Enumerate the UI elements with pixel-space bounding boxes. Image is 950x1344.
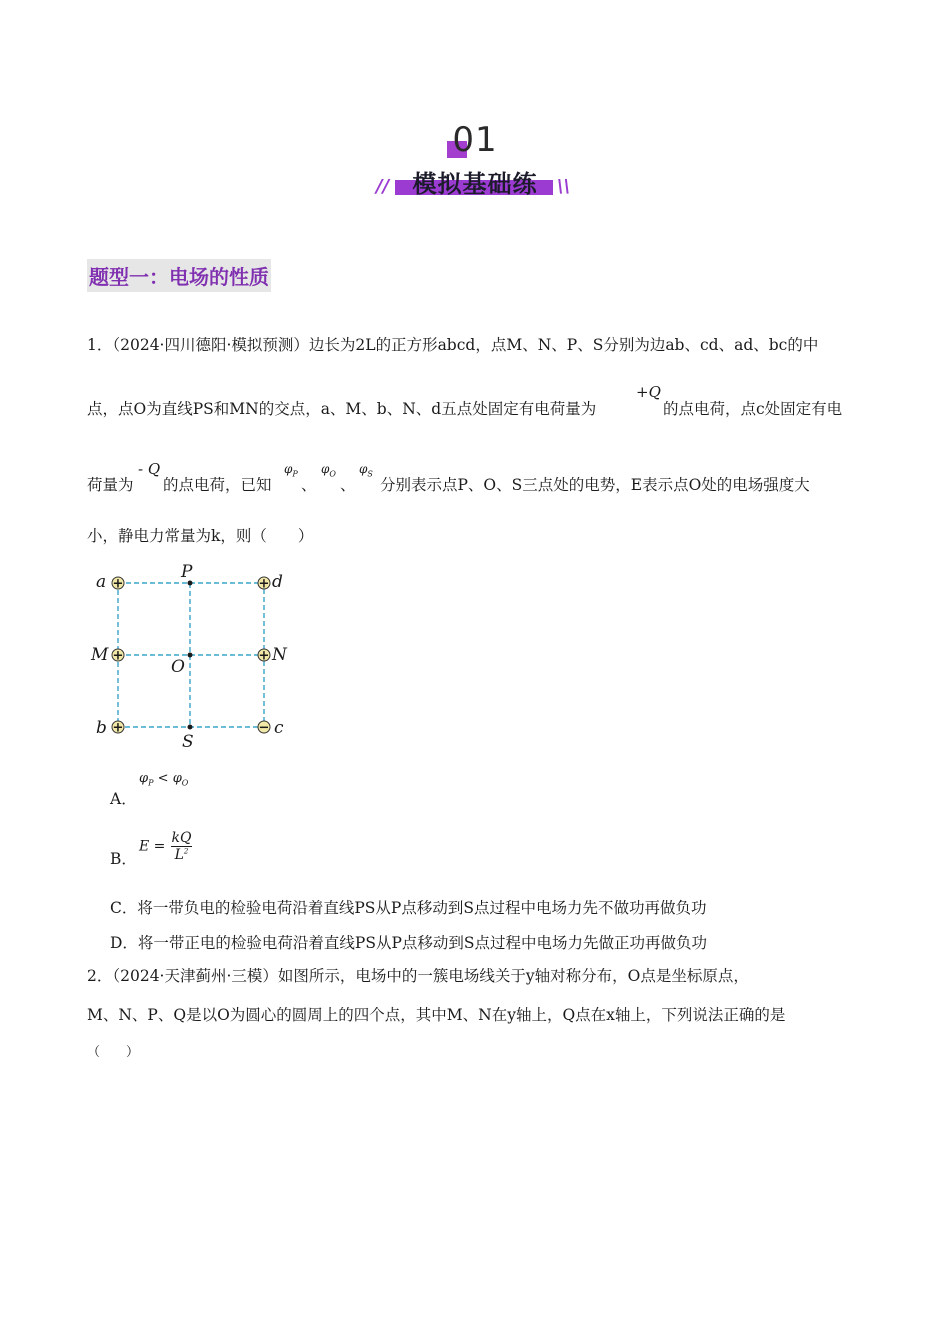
option-c: C．将一带负电的检验电荷沿着直线PS从P点移动到S点过程中电场力先不做功再做负功 bbox=[110, 899, 707, 917]
header-number: 01 bbox=[452, 120, 498, 160]
option-a-formula: $\varphi_P < \varphi_O$ bbox=[139, 771, 189, 788]
option-a-label: A． bbox=[110, 790, 137, 808]
q2-line1: 2．（2024·天津蓟州·三模）如图所示，电场中的一簇电场线关于y轴对称分布，O点是坐标原点， bbox=[87, 967, 749, 985]
point-s-dot bbox=[188, 725, 193, 730]
label-p: P bbox=[181, 562, 193, 582]
label-n: N bbox=[272, 645, 287, 665]
q1-minus-q: - Q bbox=[138, 460, 161, 478]
sign-n: + bbox=[258, 648, 270, 664]
q1-figure bbox=[85, 558, 300, 753]
q1-phi-o: $\varphi_O$ bbox=[321, 462, 336, 479]
sign-m: + bbox=[112, 648, 124, 664]
label-a: a bbox=[96, 572, 107, 592]
q1-phi-s: $\varphi_S$ bbox=[359, 462, 373, 479]
q1-line3b: 的点电荷，已知 bbox=[163, 476, 272, 494]
label-d: d bbox=[272, 572, 283, 592]
sign-a: + bbox=[112, 576, 124, 592]
option-b-label: B． bbox=[110, 850, 137, 868]
label-b: b bbox=[96, 718, 107, 738]
q1-line4: 小，静电力常量为k，则（ ） bbox=[87, 527, 314, 545]
q1-line1: 1．（2024·四川德阳·模拟预测）边长为2L的正方形abcd，点M、N、P、S分别为边ab、cd、ad、bc的中 bbox=[87, 336, 819, 354]
point-o-dot bbox=[188, 653, 193, 658]
header-slash-right: \\ bbox=[557, 176, 571, 197]
sign-b: + bbox=[112, 720, 124, 736]
header-title: 模拟基础练 bbox=[412, 170, 538, 198]
option-d: D．将一带正电的检验电荷沿着直线PS从P点移动到S点过程中电场力先做正功再做负功 bbox=[110, 934, 708, 952]
label-o: O bbox=[171, 657, 185, 677]
section-title: 题型一：电场的性质 bbox=[87, 259, 271, 292]
label-s: S bbox=[182, 732, 194, 752]
q1-line3c: 分别表示点P、O、S三点处的电势，E表示点O处的电场强度大 bbox=[380, 476, 810, 494]
option-b-formula: E = $\frac{kQ}{L^2}$ bbox=[139, 830, 192, 863]
q1-sep1: 、 bbox=[301, 476, 317, 494]
label-m: M bbox=[91, 645, 109, 665]
q1-line3a: 荷量为 bbox=[87, 476, 134, 494]
q1-line2b: 的点电荷，点c处固定有电 bbox=[663, 400, 843, 418]
q1-phi-p: $\varphi_P$ bbox=[284, 462, 298, 479]
q1-plus-q: +Q bbox=[636, 383, 661, 401]
q2-line2: M、N、P、Q是以O为圆心的圆周上的四个点，其中M、N在y轴上，Q点在x轴上，下列说法正确的是 bbox=[87, 1006, 786, 1024]
q1-sep2: 、 bbox=[340, 476, 356, 494]
sign-c: − bbox=[258, 720, 270, 736]
label-c: c bbox=[274, 718, 284, 738]
header-slash-left: // bbox=[376, 176, 390, 197]
q2-line3: （ ） bbox=[87, 1045, 140, 1060]
sign-d: + bbox=[258, 576, 270, 592]
q1-line2a: 点，点O为直线PS和MN的交点，a、M、b、N、d五点处固定有电荷量为 bbox=[87, 400, 597, 418]
